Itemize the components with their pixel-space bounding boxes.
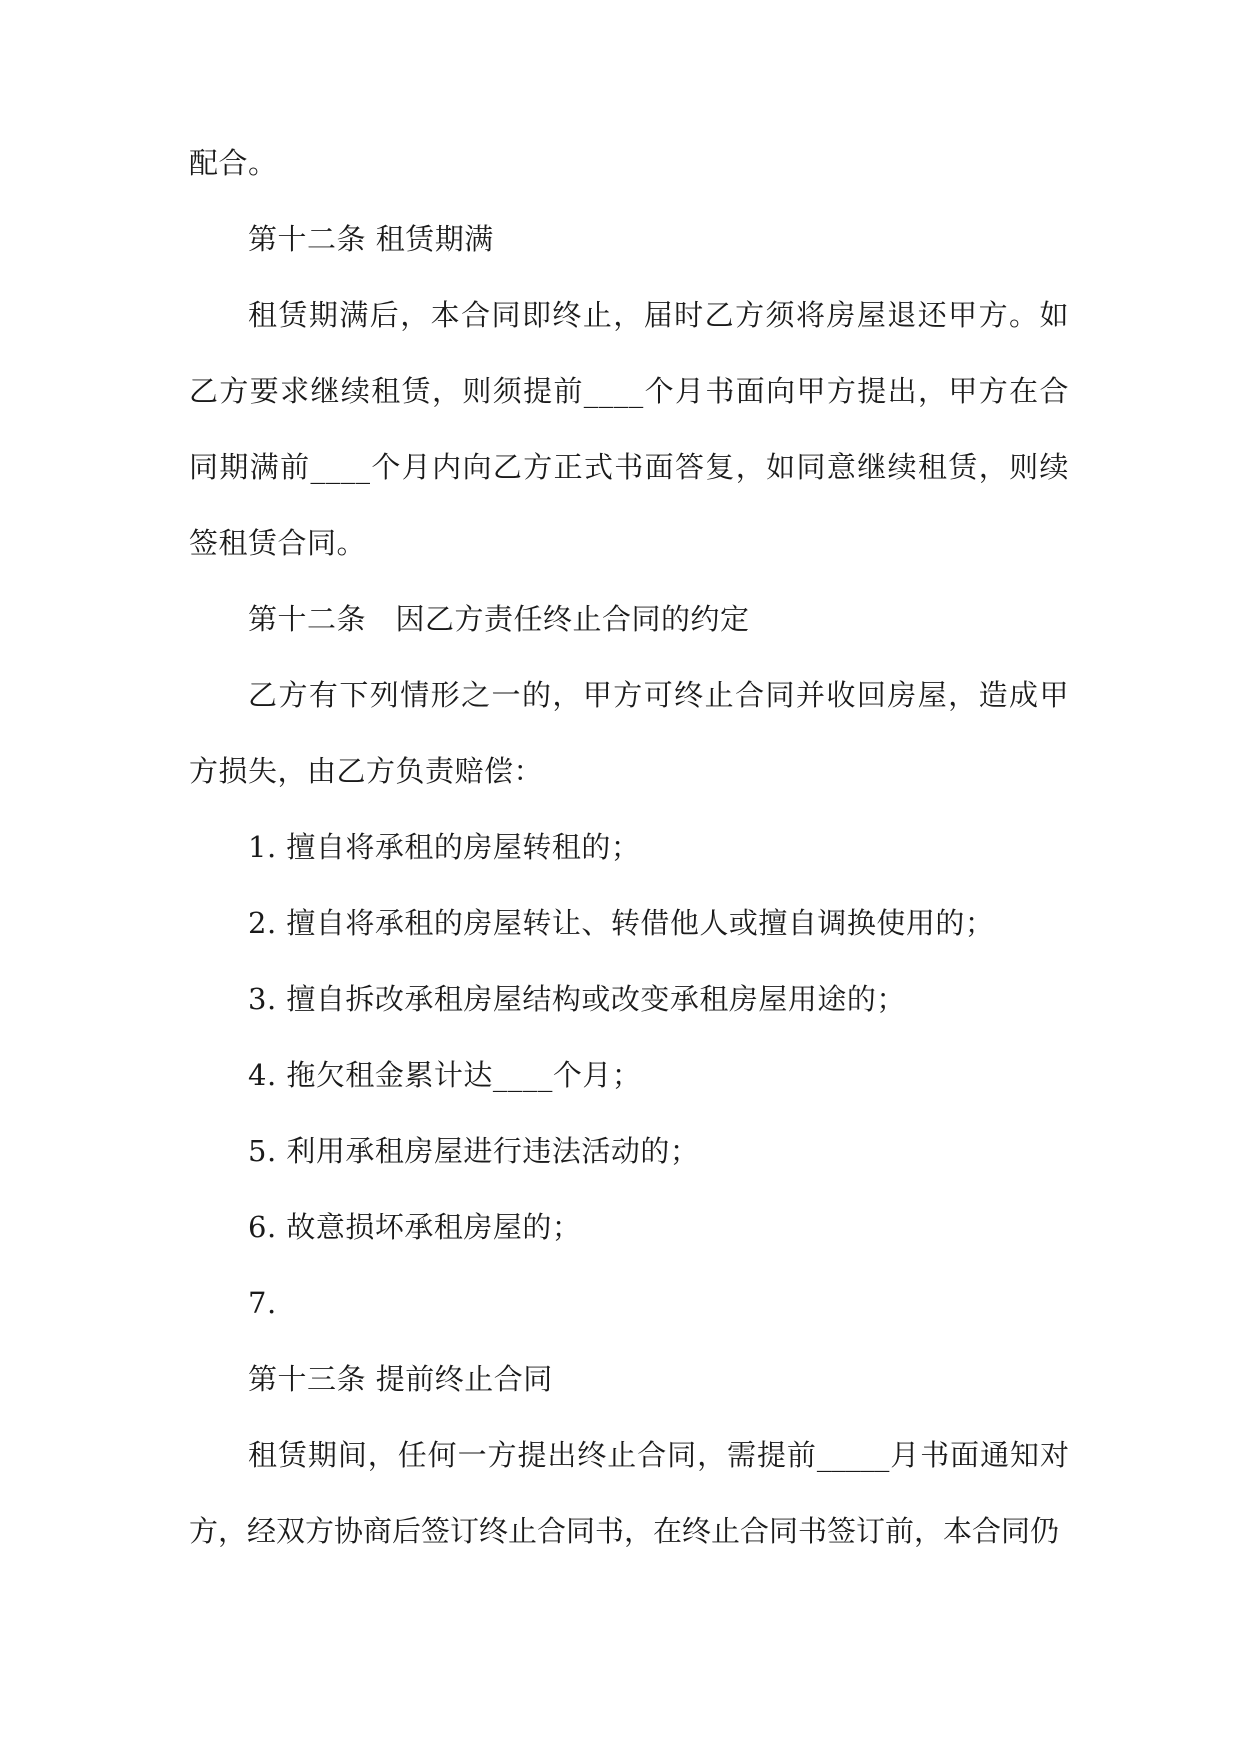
article-12b-intro: 乙方有下列情形之一的，甲方可终止合同并收回房屋，造成甲方损失，由乙方负责赔偿：	[189, 678, 1069, 788]
article-13-body: 租赁期间，任何一方提出终止合同，需提前_____月书面通知对方，经双方协商后签订终止合同书，在终止合同书签订前，本合同仍	[189, 1438, 1069, 1548]
list-item-6: 6. 故意损坏承租房屋的；	[248, 1210, 582, 1244]
article-12-body: 租赁期满后，本合同即终止，届时乙方须将房屋退还甲方。如乙方要求继续租赁，则须提前____个月书面向甲方提出，甲方在合同期满前____个月内向乙方正式书面答复，如同意继续租赁，则续签租赁合同。	[189, 298, 1069, 560]
list-item-4: 4. 拖欠租金累计达____个月；	[248, 1058, 642, 1092]
list-item-1: 1. 擅自将承租的房屋转租的；	[248, 830, 641, 864]
list-item-7: 7.	[248, 1286, 277, 1320]
article-12-heading: 第十二条 租赁期满	[248, 222, 494, 256]
list-item-3: 3. 擅自拆改承租房屋结构或改变承租房屋用途的；	[248, 982, 906, 1016]
article-13-heading: 第十三条 提前终止合同	[248, 1362, 553, 1396]
list-item-2: 2. 擅自将承租的房屋转让、转借他人或擅自调换使用的；	[248, 906, 995, 940]
paragraph-continuation: 配合。	[189, 146, 278, 180]
document-body	[189, 125, 1069, 1569]
list-item-5: 5. 利用承租房屋进行违法活动的；	[248, 1134, 700, 1168]
article-12b-heading: 第十二条 因乙方责任终止合同的约定	[248, 602, 750, 636]
